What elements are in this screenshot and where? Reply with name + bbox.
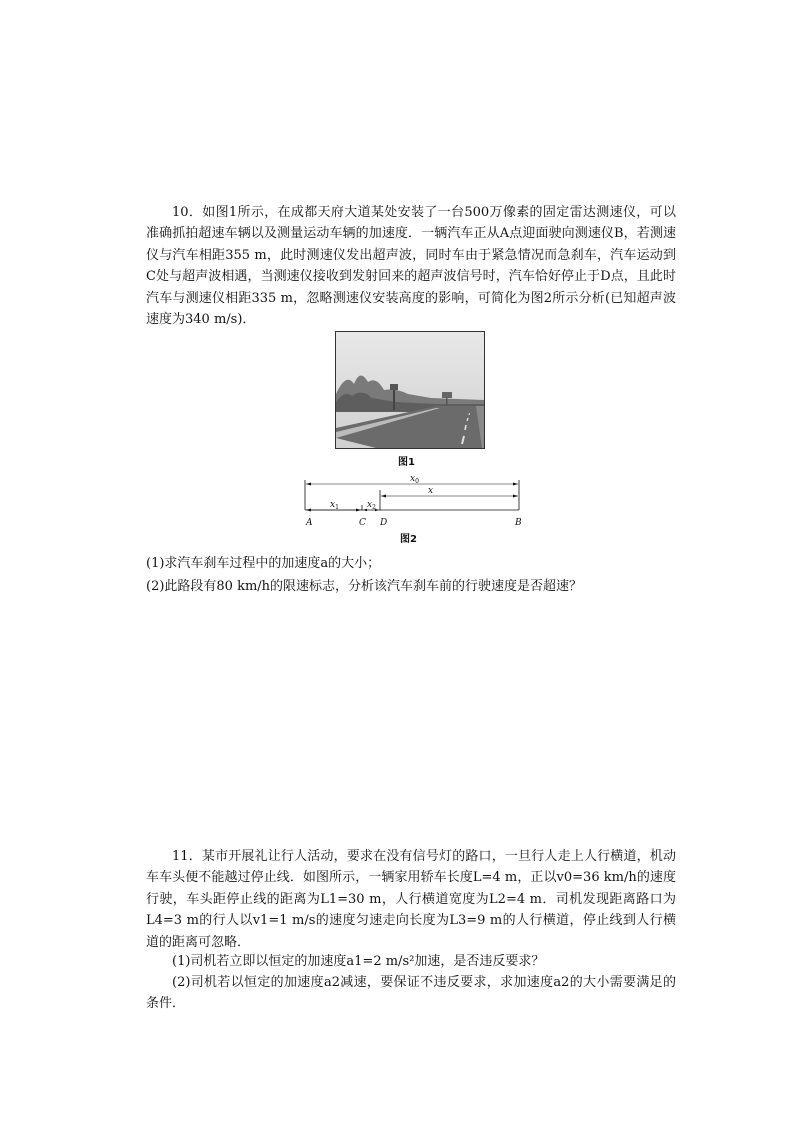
q11-stem: 11．某市开展礼让行人活动，要求在没有信号灯的路口，一旦行人走上人行横道，机动车车头便不能越过停止线．如图所示，一辆家用轿车长度L=4 m，正以v0=36 km/h的速度行驶，车头距停止线的距离为L1=30 m，人行横道宽度为L2=4 m．司机发现距离路口为L4=3 m的行人以v1=1 m/s的速度匀速走向长度为L3=9 m的人行横道，停止线到人行横道的距离可忽略．	[146, 849, 676, 950]
label-x2: $x_2$	[367, 500, 376, 511]
label-D: D	[380, 518, 388, 528]
distance-diagram	[300, 472, 530, 538]
label-B: B	[515, 518, 522, 528]
road-photo	[335, 331, 485, 449]
label-x1: $x_1$	[330, 500, 339, 511]
q10-part2: (2)此路段有80 km/h的限速标志，分析该汽车刹车前的行驶速度是否超速？	[146, 579, 583, 594]
q10-part1: (1)求汽车刹车过程中的加速度a的大小；	[146, 556, 381, 571]
fig2-caption: 图2	[400, 534, 417, 545]
label-C: C	[359, 518, 366, 528]
q11-part1: (1)司机若立即以恒定的加速度a1=2 m/s²加速，是否违反要求？	[172, 954, 545, 969]
q10-stem: 10．如图1所示，在成都天府大道某处安装了一台500万像素的固定雷达测速仪，可以准确抓拍超速车辆以及测量运动车辆的加速度．一辆汽车正从A点迎面驶向测速仪B，若测速仪与汽车相距355 m，此时测速仪发出超声波，同时车由于紧急情况而急刹车，汽车运动到C处与超声波相遇，当测速仪接收到发射回来的超声波信号时，汽车恰好停止于D点，且此时汽车与测速仪相距335 m，忽略测速仪安装高度的影响，可简化为图2所示分析(已知超声波速度为340 m/s)．	[146, 205, 676, 328]
label-x: x	[428, 486, 434, 496]
fig1-caption: 图1	[398, 457, 415, 468]
q11-part2: (2)司机若以恒定的加速度a2减速，要保证不违反要求，求加速度a2的大小需要满足的条件．	[146, 975, 676, 1012]
label-x0: $x_0$	[410, 474, 419, 485]
label-A: A	[306, 518, 313, 528]
